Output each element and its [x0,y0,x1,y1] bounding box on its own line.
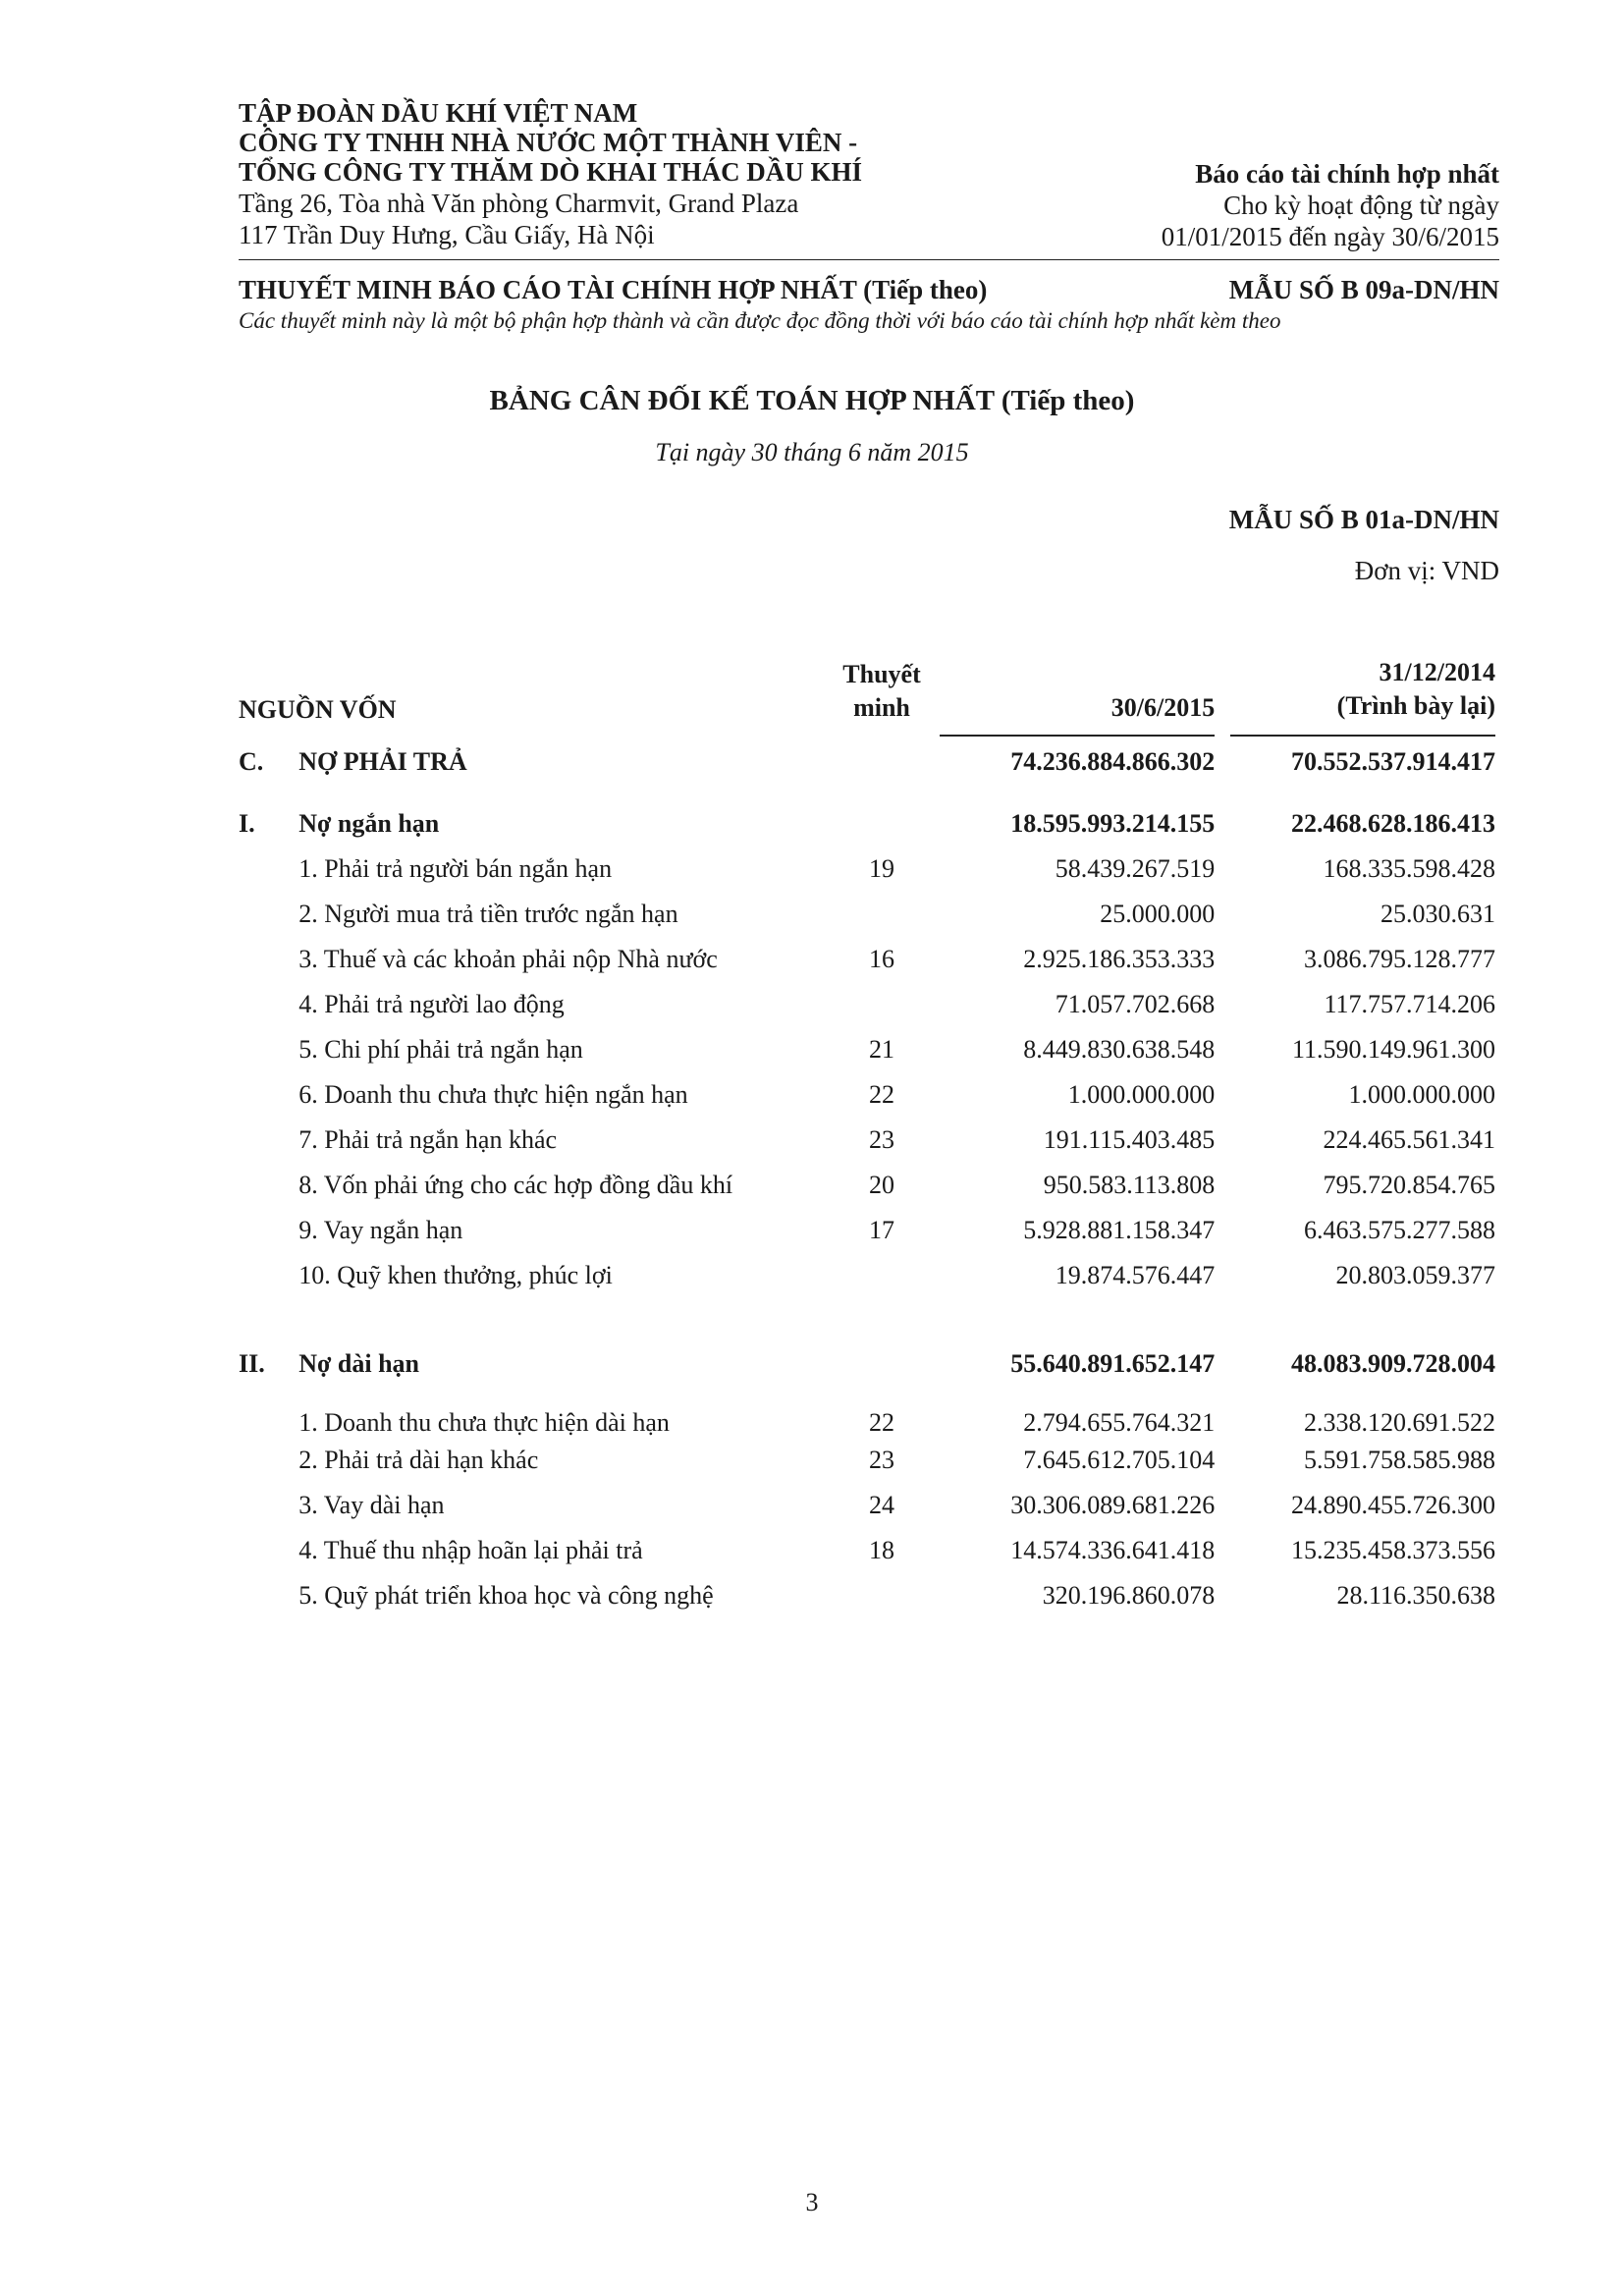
item-value-current: 320.196.860.078 [1042,1581,1216,1610]
item-value-prior: 2.338.120.691.522 [1304,1408,1495,1437]
item-value-current: 8.449.830.638.548 [1023,1035,1216,1064]
section-code: II. [239,1349,265,1378]
item-name: 3. Thuế và các khoản phải nộp Nhà nước [298,945,718,973]
item-value-current: 71.057.702.668 [1055,990,1216,1018]
item-value-prior: 11.590.149.961.300 [1291,1035,1495,1064]
item-note: 22 [869,1408,894,1437]
item-name: 4. Thuế thu nhập hoãn lại phải trả [298,1536,643,1564]
table-row [239,1208,1499,1253]
col-header-name: NGUỒN VỐN [239,695,397,724]
item-note: 20 [869,1171,894,1199]
item-note [824,982,940,1027]
table-row [239,1118,1499,1163]
section-value-current: 74.236.884.866.302 [1010,747,1216,776]
table-row [239,1483,1499,1528]
table-row [239,1253,1499,1298]
item-name: 1. Doanh thu chưa thực hiện dài hạn [298,1408,670,1437]
notes-subtitle: Các thuyết minh này là một bộ phận hợp thành và cần được đọc đồng thời với báo cáo tài chính hợp nhất kèm theo [239,308,1281,333]
item-value-prior: 25.030.631 [1380,900,1495,928]
item-value-prior: 117.757.714.206 [1324,990,1495,1018]
item-note: 24 [869,1491,894,1519]
report-type: Báo cáo tài chính hợp nhất [1195,159,1499,189]
unit-label: Đơn vị: VND [1354,556,1499,585]
item-value-prior: 20.803.059.377 [1335,1261,1495,1289]
balance-sheet-table [239,636,1499,1618]
page-number: 3 [805,2188,819,2216]
item-note: 23 [869,1446,894,1474]
item-name: 5. Chi phí phải trả ngắn hạn [298,1035,583,1064]
table-row [239,1163,1499,1208]
item-value-prior: 168.335.598.428 [1323,854,1495,883]
item-value-prior: 795.720.854.765 [1323,1171,1495,1199]
item-value-prior: 15.235.458.373.556 [1291,1536,1495,1564]
item-name: 9. Vay ngắn hạn [298,1216,463,1244]
table-header-row [239,636,1499,737]
item-value-current: 2.794.655.764.321 [1023,1408,1216,1437]
statement-date: Tại ngày 30 tháng 6 năm 2015 [655,438,969,466]
item-name: 3. Vay dài hạn [298,1491,445,1519]
item-value-current: 2.925.186.353.333 [1023,945,1216,973]
table-row [239,1027,1499,1072]
item-name: 8. Vốn phải ứng cho các hợp đồng dầu khí [298,1171,733,1199]
notes-title: THUYẾT MINH BÁO CÁO TÀI CHÍNH HỢP NHẤT (Tiếp theo) [239,275,988,304]
item-value-current: 191.115.403.485 [1043,1125,1216,1154]
table-row [239,1438,1499,1483]
item-note: 17 [869,1216,894,1244]
table-row [239,847,1499,892]
item-name: 1. Phải trả người bán ngắn hạn [298,854,613,883]
col-header-v1: 30/6/2015 [940,636,1218,737]
table-row [239,1387,1499,1438]
address-line-2: 117 Trần Duy Hưng, Cầu Giấy, Hà Nội [239,220,655,249]
item-value-prior: 6.463.575.277.588 [1304,1216,1495,1244]
item-value-current: 1.000.000.000 [1067,1080,1216,1109]
section-value-current: 18.595.993.214.155 [1010,809,1216,838]
table-row [239,982,1499,1027]
item-value-prior: 5.591.758.585.988 [1304,1446,1495,1474]
item-note [824,892,940,937]
item-value-prior: 3.086.795.128.777 [1304,945,1495,973]
item-note: 23 [869,1125,894,1154]
item-value-current: 19.874.576.447 [1055,1261,1216,1289]
item-name: 7. Phải trả ngắn hạn khác [298,1125,558,1154]
header-divider [239,259,1499,260]
section-code: C. [239,747,264,776]
section-value-current: 55.640.891.652.147 [1010,1349,1216,1378]
table-row [239,1072,1499,1118]
item-note: 19 [869,854,894,883]
table-row [239,1528,1499,1573]
section-row-liabilities [239,737,1499,788]
item-value-current: 5.928.881.158.347 [1023,1216,1216,1244]
section-value-prior: 70.552.537.914.417 [1291,747,1495,776]
item-note: 18 [869,1536,894,1564]
table-row [239,937,1499,982]
address-line-1: Tầng 26, Tòa nhà Văn phòng Charmvit, Grand Plaza [239,189,799,218]
period-line-2: 01/01/2015 đến ngày 30/6/2015 [1161,222,1499,251]
item-note: 22 [869,1080,894,1109]
item-value-prior: 28.116.350.638 [1336,1581,1495,1610]
item-value-current: 30.306.089.681.226 [1010,1491,1216,1519]
item-value-current: 7.645.612.705.104 [1023,1446,1216,1474]
section-name: Nợ dài hạn [298,1349,420,1378]
section-row-long-term [239,1298,1499,1387]
org-line-2: CÔNG TY TNHH NHÀ NƯỚC MỘT THÀNH VIÊN - [239,128,858,157]
period-line-1: Cho kỳ hoạt động từ ngày [1223,191,1499,220]
item-name: 10. Quỹ khen thưởng, phúc lợi [298,1261,613,1289]
section-value-prior: 48.083.909.728.004 [1291,1349,1495,1378]
section-row-short-term [239,788,1499,847]
item-name: 6. Doanh thu chưa thực hiện ngắn hạn [298,1080,688,1109]
item-value-current: 950.583.113.808 [1043,1171,1216,1199]
item-name: 5. Quỹ phát triển khoa học và công nghệ [298,1581,714,1610]
item-value-current: 14.574.336.641.418 [1010,1536,1216,1564]
section-name: NỢ PHẢI TRẢ [298,747,467,776]
col-header-note: Thuyết minh [842,660,921,722]
section-name: Nợ ngắn hạn [298,809,440,838]
item-name: 2. Người mua trả tiền trước ngắn hạn [298,900,678,928]
item-name: 2. Phải trả dài hạn khác [298,1446,539,1474]
statement-title: BẢNG CÂN ĐỐI KẾ TOÁN HỢP NHẤT (Tiếp theo) [489,385,1135,416]
item-name: 4. Phải trả người lao động [298,990,565,1018]
item-note [824,1573,940,1618]
table-row [239,1573,1499,1618]
item-value-current: 25.000.000 [1100,900,1216,928]
item-note [824,1253,940,1298]
item-value-prior: 224.465.561.341 [1323,1125,1495,1154]
org-line-1: TẬP ĐOÀN DẦU KHÍ VIỆT NAM [239,98,638,128]
item-value-current: 58.439.267.519 [1055,854,1216,883]
item-note: 16 [869,945,894,973]
item-value-prior: 1.000.000.000 [1348,1080,1495,1109]
notes-form-code: MẪU SỐ B 09a-DN/HN [1228,275,1499,304]
org-line-3: TỔNG CÔNG TY THĂM DÒ KHAI THÁC DẦU KHÍ [239,157,863,187]
table-row [239,892,1499,937]
statement-form-code: MẪU SỐ B 01a-DN/HN [1228,505,1499,534]
item-note: 21 [869,1035,894,1064]
col-header-v2: 31/12/2014 (Trình bày lại) [1230,636,1499,737]
section-code: I. [239,809,255,838]
section-value-prior: 22.468.628.186.413 [1291,809,1495,838]
item-value-prior: 24.890.455.726.300 [1291,1491,1495,1519]
